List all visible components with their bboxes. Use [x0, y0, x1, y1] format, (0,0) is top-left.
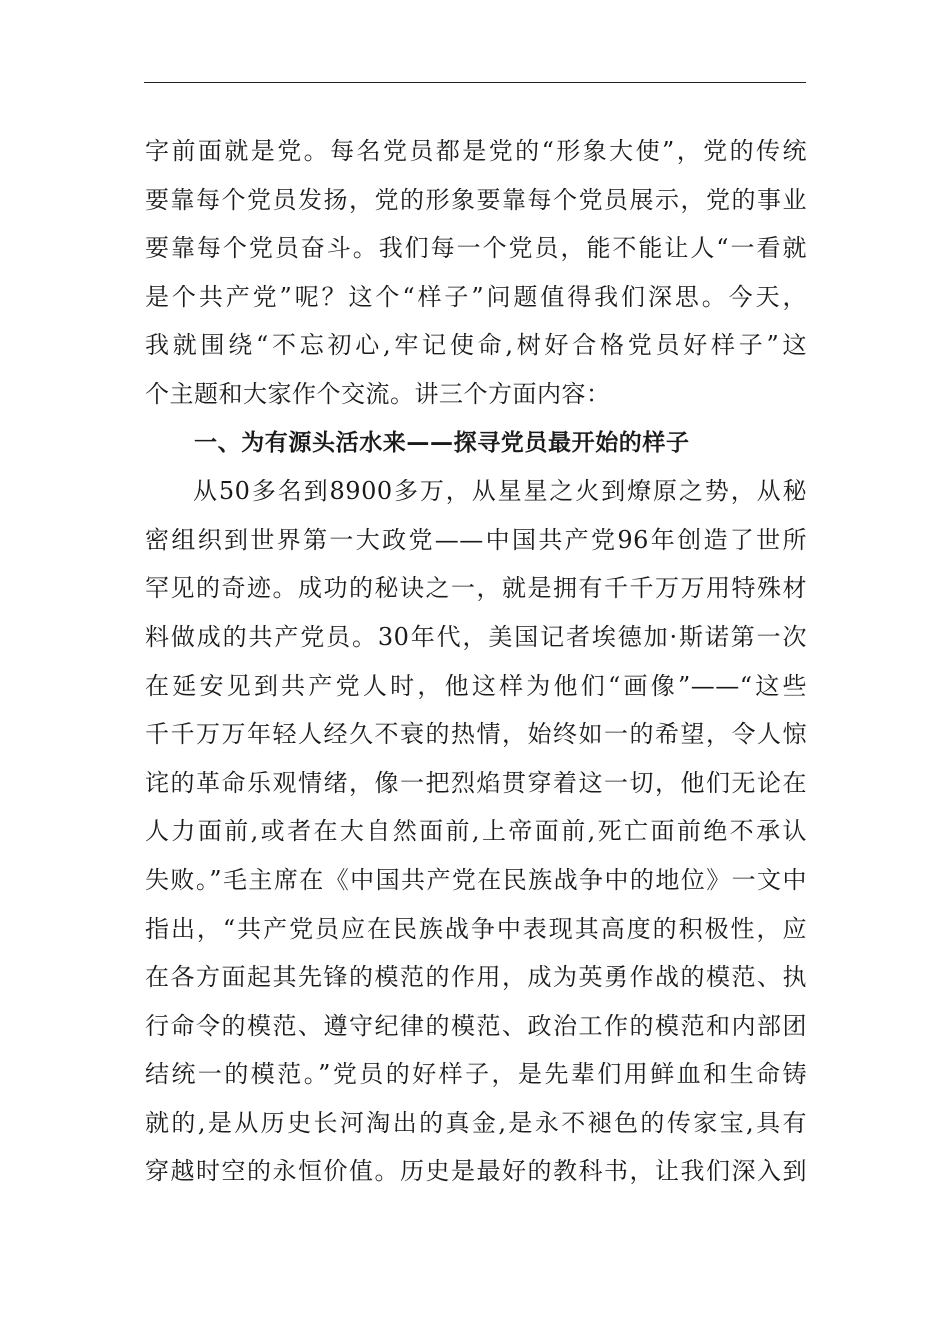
text-line: 要靠每个党员奋斗。我们每一个党员，能不能让人“一看就: [145, 234, 807, 263]
text-line: 就的,是从历史长河淘出的真金,是永不褪色的传家宝,具有: [145, 1108, 807, 1137]
text-line: 料做成的共产党员。30年代，美国记者埃德加·斯诺第一次: [145, 622, 807, 651]
text-line: 穿越时空的永恒价值。历史是最好的教科书，让我们深入到: [145, 1157, 807, 1186]
text-line: 行命令的模范、遵守纪律的模范、政治工作的模范和内部团: [145, 1011, 807, 1040]
text-line: 人力面前,或者在大自然面前,上帝面前,死亡面前绝不承认: [145, 817, 807, 846]
text-line: 在延安见到共产党人时，他这样为他们“画像”——“这些: [145, 671, 807, 700]
text-line: 个主题和大家作个交流。讲三个方面内容：: [145, 379, 611, 408]
text-line: 字前面就是党。每名党员都是党的“形象大使”，党的传统: [145, 137, 807, 165]
text-line: 失败。”毛主席在《中国共产党在民族战争中的地位》一文中: [145, 865, 807, 894]
text-line: 是个共产党”呢？这个“样子”问题值得我们深思。今天，: [145, 282, 807, 311]
text-line: 指出，“共产党员应在民族战争中表现其高度的积极性，应: [145, 914, 807, 943]
paragraph-2: [145, 467, 807, 1196]
text-line: 从50多名到8900多万，从星星之火到燎原之势，从秘: [193, 477, 807, 506]
header-rule: [144, 82, 806, 83]
text-line: 千千万万年轻人经久不衰的热情，始终如一的希望，令人惊: [145, 720, 807, 749]
text-line: 罕见的奇迹。成功的秘诀之一，就是拥有千千万万用特殊材: [145, 574, 807, 603]
text-line: 结统一的模范。”党员的好样子，是先辈们用鲜血和生命铸: [145, 1060, 807, 1089]
text-line: 要靠每个党员发扬，党的形象要靠每个党员展示，党的事业: [145, 185, 807, 214]
text-line: 密组织到世界第一大政党——中国共产党96年创造了世所: [145, 525, 807, 554]
text-line: 在各方面起其先锋的模范的作用，成为英勇作战的模范、执: [145, 963, 807, 992]
text-line: 我就围绕“不忘初心,牢记使命,树好合格党员好样子”这: [145, 331, 807, 360]
text-line: 诧的革命乐观情绪，像一把烈焰贯穿着这一切，他们无论在: [145, 768, 807, 797]
section-heading: 一、为有源头活水来——探寻党员最开始的样子: [194, 429, 690, 456]
document-body: [145, 127, 807, 1196]
paragraph-1: [145, 127, 807, 419]
